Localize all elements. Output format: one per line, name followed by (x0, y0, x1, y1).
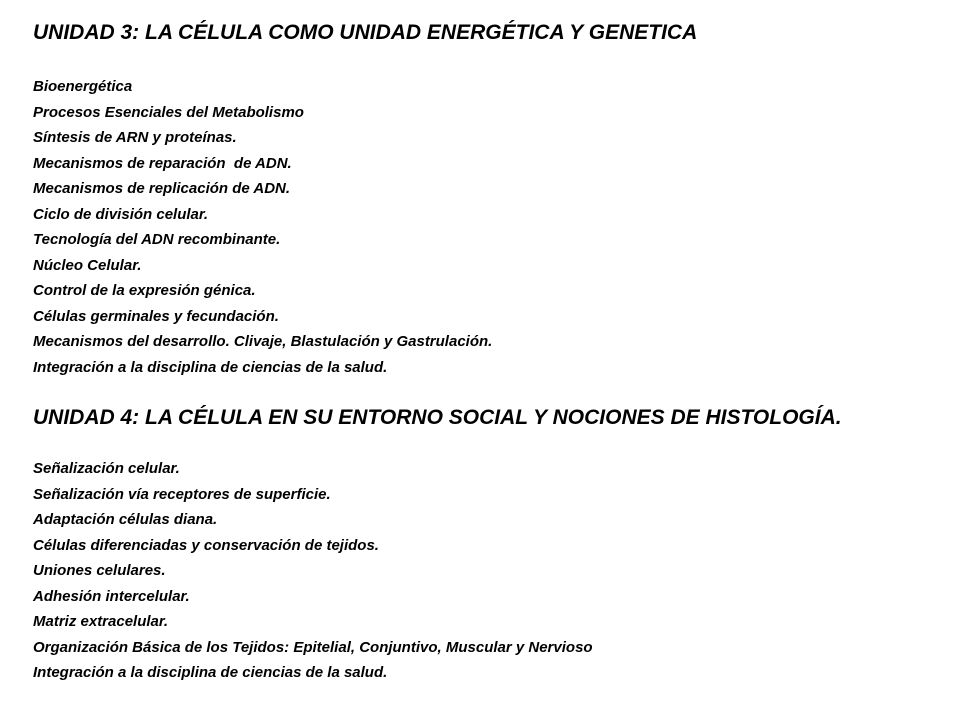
unit-3-topic: Control de la expresión génica. (33, 282, 256, 299)
unit-4-topic: Organización Básica de los Tejidos: Epitelial, Conjuntivo, Muscular y Nervioso (33, 638, 593, 656)
unit-3-topic: Procesos Esenciales del Metabolismo (33, 103, 304, 121)
unit-4-topic: Matriz extracelular. (33, 613, 169, 630)
unit-3-topic: Mecanismos del desarrollo. Clivaje, Blastulación y Gastrulación. (33, 333, 493, 350)
unit-4-topic: Uniones celulares. (33, 562, 166, 579)
unit-4-topic-list (33, 456, 943, 686)
unit-3-topic: Síntesis de ARN y proteínas. (33, 129, 237, 146)
unit-3-topic: Mecanismos de replicación de ADN. (33, 180, 291, 197)
unit-4-topic: Integración a la disciplina de ciencias de la salud. (33, 664, 388, 681)
unit-3-topic-list (33, 74, 943, 380)
slide-content (33, 18, 943, 686)
unit-4-heading: UNIDAD 4: LA CÉLULA EN SU ENTORNO SOCIAL Y NOCIONES DE HISTOLOGÍA. (33, 406, 842, 429)
unit-3-topic: Ciclo de división celular. (33, 205, 209, 223)
unit-3-heading: UNIDAD 3: LA CÉLULA COMO UNIDAD ENERGÉTICA Y GENETICA (33, 21, 698, 44)
unit-3-topic: Tecnología del ADN recombinante. (33, 231, 281, 248)
unit-4-topic: Adhesión intercelular. (33, 587, 190, 605)
unit-4-topic: Señalización vía receptores de superficie. (33, 485, 331, 503)
unit-3-topic: Núcleo Celular. (33, 256, 142, 274)
unit-3-topic: Integración a la disciplina de ciencias de la salud. (33, 358, 388, 376)
unit-3-topic: Mecanismos de reparación de ADN. (33, 154, 292, 172)
unit-4-topic: Señalización celular. (33, 460, 180, 477)
unit-4-topic: Células diferenciadas y conservación de tejidos. (33, 536, 379, 554)
unit-3-topic: Bioenergética (33, 78, 133, 95)
unit-3-topic: Células germinales y fecundación. (33, 307, 279, 325)
unit-4-topic: Adaptación células diana. (33, 511, 218, 528)
